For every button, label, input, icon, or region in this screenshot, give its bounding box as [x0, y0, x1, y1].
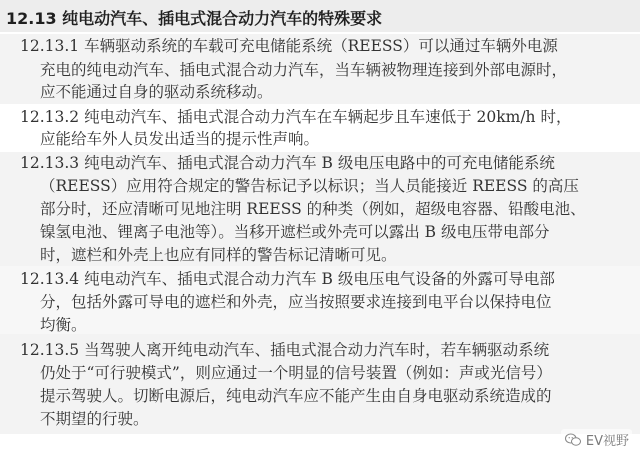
text-line: 12.13.4 纯电动汽车、插电式混合动力汽车 B 级电压电气设备的外露可导电部	[20, 270, 555, 288]
text-line: 分，包括外露可导电的遮栏和外壳，应当按照要求连接到电平台以保持电位	[40, 293, 552, 311]
text-line: 充电的纯电动汽车、插电式混合动力汽车，当车辆被物理连接到外部电源时，	[40, 61, 568, 79]
wechat-icon	[564, 431, 582, 449]
text-line: 提示驾驶人。切断电源后，纯电动汽车应不能产生由自身电驱动系统造成的	[40, 387, 552, 405]
text-line: 部分时，还应清晰可见地注明 REESS 的种类（例如，超级电容器、铅酸电池、	[40, 200, 586, 218]
text-line: 应不能通过自身的驱动系统移动。	[40, 83, 273, 101]
title-bar	[0, 0, 640, 32]
text-line: 12.13.2 纯电动汽车、插电式混合动力汽车在车辆起步且车速低于 20km/h 时，	[20, 108, 572, 126]
text-line: 12.13.3 纯电动汽车、插电式混合动力汽车 B 级电压电路中的可充电储能系统	[20, 154, 555, 172]
text-line: 均衡。	[40, 316, 87, 334]
text-line: 镍氢电池、锂离子电池等）。当移开遮栏或外壳可以露出 B 级电压带电部分	[40, 223, 550, 241]
section-title: 12.13 纯电动汽车、插电式混合动力汽车的特殊要求	[6, 9, 383, 28]
text-line: 12.13.5 当驾驶人离开纯电动汽车、插电式混合动力汽车时，若车辆驱动系统	[20, 341, 550, 359]
watermark	[561, 429, 632, 450]
text-line: 不期望的行驶。	[40, 410, 149, 428]
text-line: 应能给车外人员发出适当的提示性声响。	[40, 130, 320, 148]
text-line: （REESS）应用符合规定的警告标记予以标识；当人员能接近 REESS 的高压	[40, 177, 579, 195]
text-line: 仍处于“可行驶模式”，则应通过一个明显的信号装置（例如：声或光信号）	[40, 364, 552, 382]
text-line: 12.13.1 车辆驱动系统的车载可充电储能系统（REESS）可以通过车辆外电源	[20, 37, 558, 55]
watermark-text: EV视野	[585, 434, 629, 449]
text-line: 时，遮栏和外壳上也应有同样的警告标记清晰可见。	[40, 246, 397, 264]
